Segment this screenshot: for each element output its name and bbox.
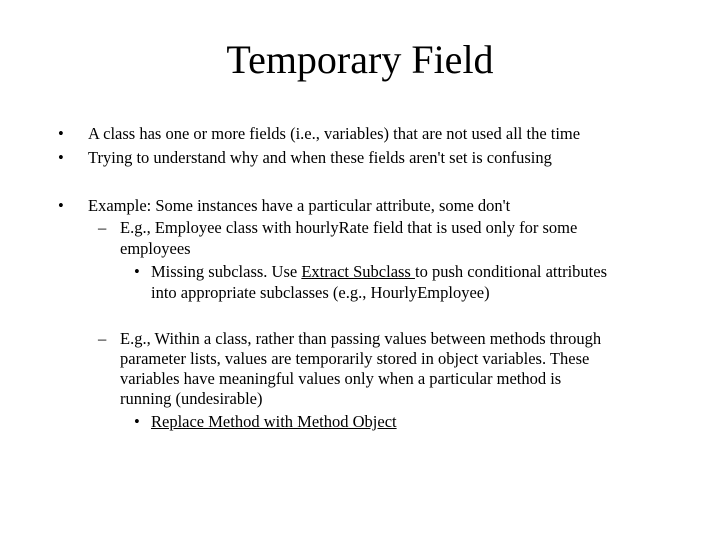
replace-method-link[interactable]: Replace Method with Method Object [151,412,397,431]
sub-sub-prefix: Missing subclass. Use [151,262,302,281]
slide-title: Temporary Field [226,37,494,82]
extract-subclass-link[interactable]: Extract Subclass [301,262,415,281]
sub-sub-bullet-marker: • [134,412,140,431]
sub-bullet-text: E.g., Within a class, rather than passing values between methods through [120,329,602,348]
bullet-text: Example: Some instances have a particular attribute, some don't [88,196,511,215]
sub-bullet-text: E.g., Employee class with hourlyRate field that is used only for some [120,218,578,237]
sub-sub-bullet-marker: • [134,262,140,281]
sub-bullet-text: employees [120,239,191,258]
bullet-marker: • [58,148,64,167]
sub-sub-suffix: to push conditional attributes [414,262,607,281]
sub-sub-bullet-text [151,261,607,282]
bullet-marker: • [58,196,64,215]
sub-bullet-text: running (undesirable) [120,389,263,408]
bullet-text: A class has one or more fields (i.e., variables) that are not used all the time [88,124,581,143]
sub-sub-bullet-text: into appropriate subclasses (e.g., HourlyEmployee) [151,283,490,302]
sub-bullet-text: variables have meaningful values only when a particular method is [120,369,562,388]
bullet-text: Trying to understand why and when these fields aren't set is confusing [88,148,552,167]
bullet-marker: • [58,124,64,143]
sub-bullet-dash: – [98,218,107,237]
sub-bullet-text: parameter lists, values are temporarily stored in object variables. These [120,349,590,368]
sub-bullet-dash: – [98,329,107,348]
